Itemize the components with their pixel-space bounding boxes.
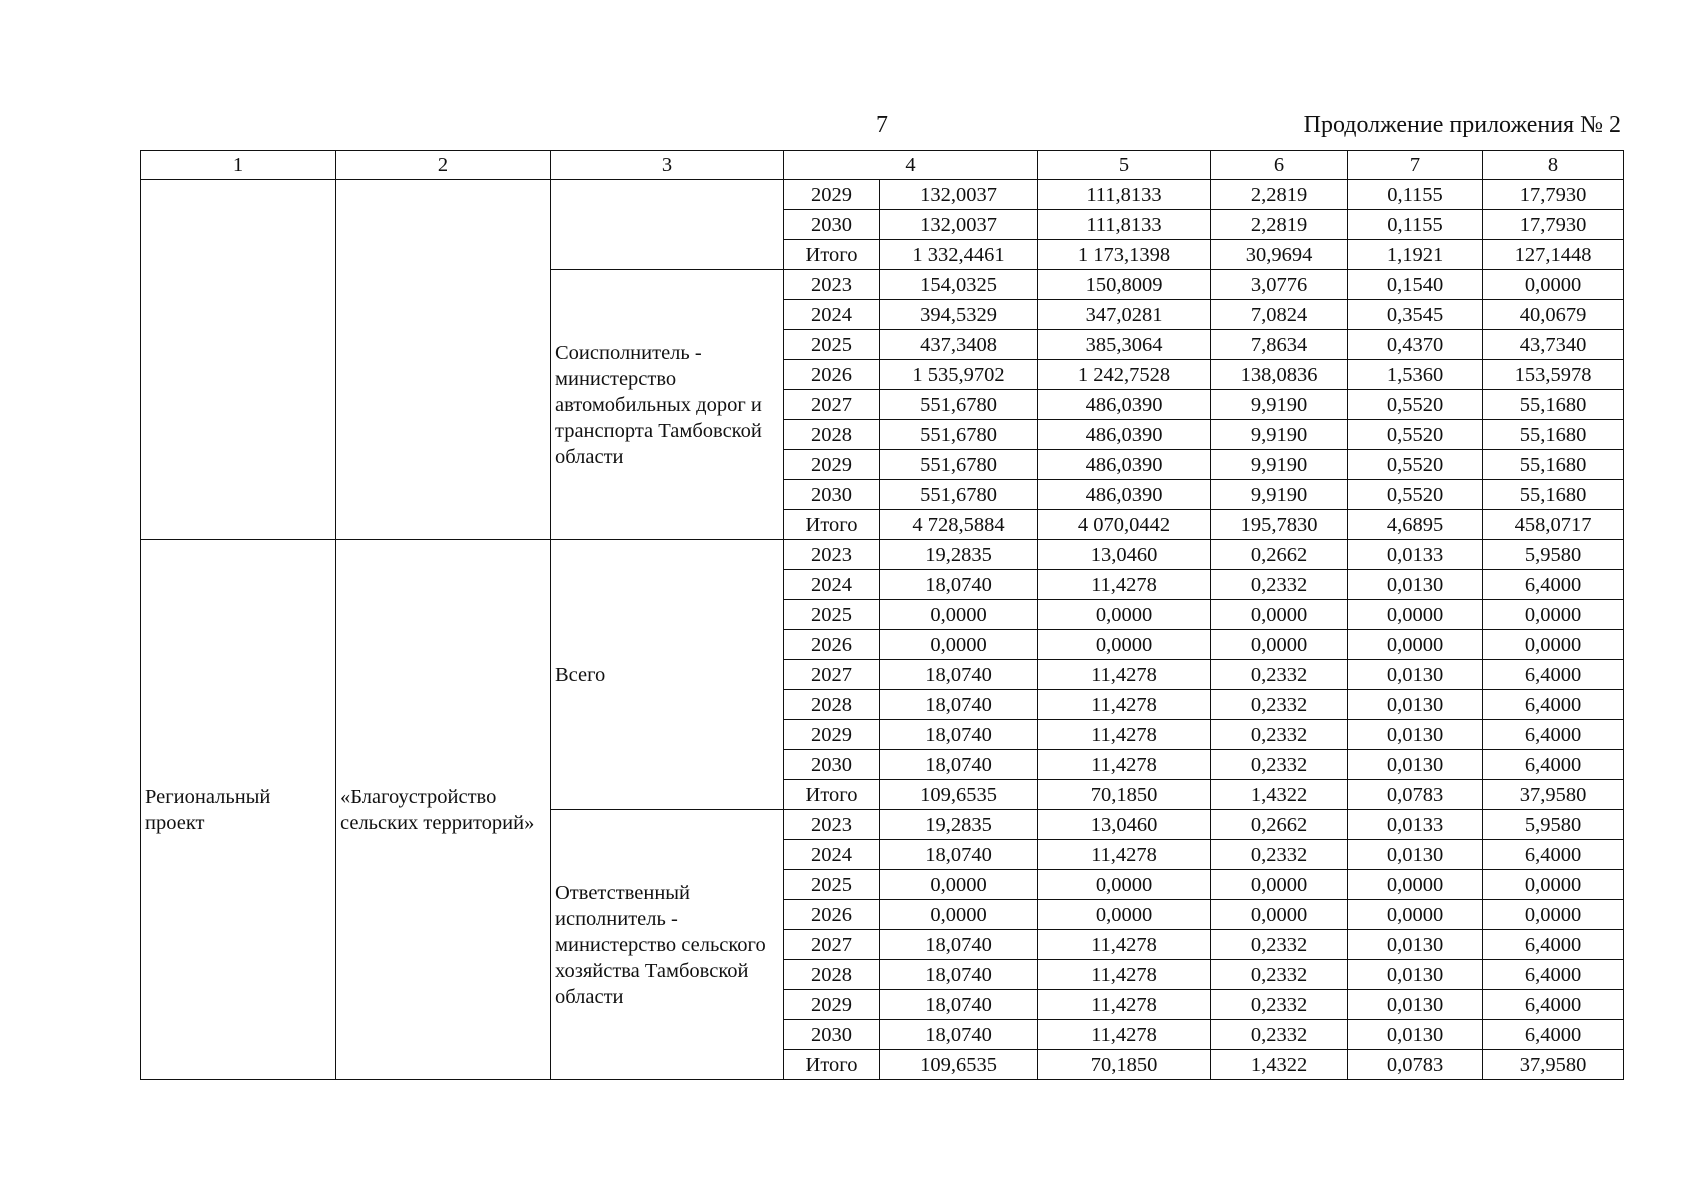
value-cell-col5: 111,8133	[1038, 180, 1211, 210]
column-number: 5	[1038, 151, 1211, 180]
year-cell: 2024	[784, 300, 880, 330]
value-cell-col4: 18,0740	[880, 930, 1038, 960]
value-cell-col6: 9,9190	[1211, 450, 1348, 480]
value-cell-col7: 0,0130	[1348, 750, 1483, 780]
year-cell: 2029	[784, 450, 880, 480]
value-cell-col7: 0,1155	[1348, 180, 1483, 210]
value-cell-col5: 11,4278	[1038, 750, 1211, 780]
value-cell-col6: 7,8634	[1211, 330, 1348, 360]
value-cell-col4: 4 728,5884	[880, 510, 1038, 540]
value-cell-col8: 6,4000	[1483, 750, 1624, 780]
value-cell-col7: 0,0130	[1348, 690, 1483, 720]
column-number: 3	[551, 151, 784, 180]
year-cell: 2028	[784, 960, 880, 990]
value-cell-col4: 0,0000	[880, 900, 1038, 930]
value-cell-col8: 43,7340	[1483, 330, 1624, 360]
value-cell-col6: 30,9694	[1211, 240, 1348, 270]
value-cell-col5: 0,0000	[1038, 870, 1211, 900]
value-cell-col7: 4,6895	[1348, 510, 1483, 540]
value-cell-col4: 18,0740	[880, 840, 1038, 870]
value-cell-col5: 11,4278	[1038, 960, 1211, 990]
value-cell-col7: 0,0130	[1348, 660, 1483, 690]
value-cell-col7: 0,0130	[1348, 570, 1483, 600]
value-cell-col5: 11,4278	[1038, 660, 1211, 690]
value-cell-col4: 18,0740	[880, 960, 1038, 990]
value-cell-col6: 3,0776	[1211, 270, 1348, 300]
value-cell-col5: 1 173,1398	[1038, 240, 1211, 270]
value-cell-col8: 6,4000	[1483, 960, 1624, 990]
value-cell-col6: 195,7830	[1211, 510, 1348, 540]
year-cell: 2028	[784, 420, 880, 450]
value-cell-col6: 0,2332	[1211, 750, 1348, 780]
value-cell-col7: 1,5360	[1348, 360, 1483, 390]
value-cell-col7: 0,0130	[1348, 1020, 1483, 1050]
value-cell-col5: 1 242,7528	[1038, 360, 1211, 390]
value-cell-col8: 55,1680	[1483, 480, 1624, 510]
program-name-cell	[336, 180, 551, 540]
value-cell-col7: 0,5520	[1348, 390, 1483, 420]
year-cell: 2023	[784, 810, 880, 840]
value-cell-col7: 1,1921	[1348, 240, 1483, 270]
value-cell-col4: 19,2835	[880, 540, 1038, 570]
year-cell: 2027	[784, 930, 880, 960]
value-cell-col7: 0,0783	[1348, 1050, 1483, 1080]
value-cell-col8: 6,4000	[1483, 1020, 1624, 1050]
value-cell-col8: 0,0000	[1483, 900, 1624, 930]
value-cell-col8: 0,0000	[1483, 870, 1624, 900]
value-cell-col4: 551,6780	[880, 450, 1038, 480]
value-cell-col6: 9,9190	[1211, 390, 1348, 420]
value-cell-col7: 0,5520	[1348, 420, 1483, 450]
column-number-row	[141, 151, 1624, 180]
executor-cell	[551, 180, 784, 270]
page-number: 7	[876, 112, 888, 138]
value-cell-col5: 0,0000	[1038, 630, 1211, 660]
value-cell-col8: 55,1680	[1483, 390, 1624, 420]
value-cell-col8: 6,4000	[1483, 840, 1624, 870]
executor-cell: Всего	[551, 540, 784, 810]
value-cell-col6: 2,2819	[1211, 210, 1348, 240]
value-cell-col8: 0,0000	[1483, 630, 1624, 660]
value-cell-col6: 0,0000	[1211, 870, 1348, 900]
year-cell: 2026	[784, 360, 880, 390]
value-cell-col8: 40,0679	[1483, 300, 1624, 330]
column-number: 1	[141, 151, 336, 180]
value-cell-col7: 0,0133	[1348, 540, 1483, 570]
budget-table	[140, 150, 1624, 1080]
value-cell-col4: 109,6535	[880, 780, 1038, 810]
year-cell: 2023	[784, 270, 880, 300]
value-cell-col4: 0,0000	[880, 870, 1038, 900]
value-cell-col7: 0,0130	[1348, 840, 1483, 870]
value-cell-col5: 13,0460	[1038, 810, 1211, 840]
value-cell-col5: 0,0000	[1038, 900, 1211, 930]
value-cell-col6: 7,0824	[1211, 300, 1348, 330]
year-cell: 2023	[784, 540, 880, 570]
value-cell-col6: 0,2332	[1211, 690, 1348, 720]
value-cell-col8: 55,1680	[1483, 420, 1624, 450]
value-cell-col5: 70,1850	[1038, 1050, 1211, 1080]
value-cell-col6: 0,0000	[1211, 630, 1348, 660]
column-number: 6	[1211, 151, 1348, 180]
value-cell-col8: 6,4000	[1483, 660, 1624, 690]
value-cell-col6: 0,2662	[1211, 540, 1348, 570]
year-cell: 2024	[784, 840, 880, 870]
value-cell-col4: 132,0037	[880, 180, 1038, 210]
value-cell-col8: 17,7930	[1483, 210, 1624, 240]
value-cell-col5: 11,4278	[1038, 690, 1211, 720]
value-cell-col6: 0,2332	[1211, 960, 1348, 990]
table-row	[141, 540, 1624, 570]
value-cell-col8: 37,9580	[1483, 1050, 1624, 1080]
value-cell-col6: 0,2332	[1211, 570, 1348, 600]
program-type-cell	[141, 180, 336, 540]
value-cell-col6: 0,2332	[1211, 990, 1348, 1020]
year-cell: Итого	[784, 240, 880, 270]
value-cell-col8: 0,0000	[1483, 600, 1624, 630]
value-cell-col5: 11,4278	[1038, 570, 1211, 600]
executor-cell: Ответственный исполнитель - министерство сельского хозяйства Тамбовской области	[551, 810, 784, 1080]
value-cell-col7: 0,0130	[1348, 990, 1483, 1020]
year-cell: 2027	[784, 390, 880, 420]
value-cell-col7: 0,5520	[1348, 480, 1483, 510]
value-cell-col5: 486,0390	[1038, 390, 1211, 420]
year-cell: 2029	[784, 720, 880, 750]
value-cell-col7: 0,0130	[1348, 930, 1483, 960]
value-cell-col5: 486,0390	[1038, 480, 1211, 510]
year-cell: 2028	[784, 690, 880, 720]
value-cell-col7: 0,1540	[1348, 270, 1483, 300]
value-cell-col4: 18,0740	[880, 570, 1038, 600]
value-cell-col4: 437,3408	[880, 330, 1038, 360]
value-cell-col4: 19,2835	[880, 810, 1038, 840]
value-cell-col5: 11,4278	[1038, 930, 1211, 960]
year-cell: 2030	[784, 1020, 880, 1050]
value-cell-col4: 18,0740	[880, 720, 1038, 750]
value-cell-col4: 109,6535	[880, 1050, 1038, 1080]
year-cell: 2024	[784, 570, 880, 600]
year-cell: 2030	[784, 480, 880, 510]
executor-cell: Соисполнитель - министерство автомобильных дорог и транспорта Тамбовской области	[551, 270, 784, 540]
value-cell-col7: 0,0000	[1348, 600, 1483, 630]
value-cell-col4: 1 332,4461	[880, 240, 1038, 270]
value-cell-col6: 0,2332	[1211, 660, 1348, 690]
value-cell-col5: 150,8009	[1038, 270, 1211, 300]
value-cell-col5: 347,0281	[1038, 300, 1211, 330]
year-cell: 2025	[784, 600, 880, 630]
value-cell-col8: 37,9580	[1483, 780, 1624, 810]
value-cell-col7: 0,0000	[1348, 900, 1483, 930]
value-cell-col8: 6,4000	[1483, 570, 1624, 600]
value-cell-col6: 0,2332	[1211, 840, 1348, 870]
year-cell: Итого	[784, 1050, 880, 1080]
value-cell-col8: 5,9580	[1483, 540, 1624, 570]
continuation-caption: Продолжение приложения № 2	[1303, 112, 1621, 138]
value-cell-col7: 0,0133	[1348, 810, 1483, 840]
year-cell: Итого	[784, 780, 880, 810]
value-cell-col6: 0,2332	[1211, 930, 1348, 960]
value-cell-col6: 0,2332	[1211, 720, 1348, 750]
year-cell: 2030	[784, 750, 880, 780]
value-cell-col7: 0,0130	[1348, 960, 1483, 990]
year-cell: 2025	[784, 870, 880, 900]
value-cell-col6: 0,0000	[1211, 600, 1348, 630]
year-cell: 2030	[784, 210, 880, 240]
value-cell-col6: 1,4322	[1211, 1050, 1348, 1080]
value-cell-col7: 0,1155	[1348, 210, 1483, 240]
value-cell-col4: 154,0325	[880, 270, 1038, 300]
value-cell-col6: 138,0836	[1211, 360, 1348, 390]
value-cell-col4: 18,0740	[880, 1020, 1038, 1050]
value-cell-col4: 18,0740	[880, 990, 1038, 1020]
value-cell-col4: 551,6780	[880, 390, 1038, 420]
value-cell-col5: 486,0390	[1038, 420, 1211, 450]
year-cell: 2027	[784, 660, 880, 690]
value-cell-col8: 127,1448	[1483, 240, 1624, 270]
value-cell-col8: 458,0717	[1483, 510, 1624, 540]
value-cell-col5: 4 070,0442	[1038, 510, 1211, 540]
value-cell-col7: 0,0000	[1348, 630, 1483, 660]
value-cell-col8: 6,4000	[1483, 690, 1624, 720]
value-cell-col4: 0,0000	[880, 630, 1038, 660]
value-cell-col7: 0,4370	[1348, 330, 1483, 360]
table-row	[141, 180, 1624, 210]
value-cell-col4: 18,0740	[880, 660, 1038, 690]
value-cell-col4: 132,0037	[880, 210, 1038, 240]
value-cell-col5: 486,0390	[1038, 450, 1211, 480]
value-cell-col4: 551,6780	[880, 420, 1038, 450]
value-cell-col4: 0,0000	[880, 600, 1038, 630]
value-cell-col8: 0,0000	[1483, 270, 1624, 300]
value-cell-col6: 9,9190	[1211, 480, 1348, 510]
value-cell-col7: 0,0130	[1348, 720, 1483, 750]
value-cell-col6: 2,2819	[1211, 180, 1348, 210]
value-cell-col7: 0,5520	[1348, 450, 1483, 480]
column-number: 4	[784, 151, 1038, 180]
value-cell-col4: 551,6780	[880, 480, 1038, 510]
value-cell-col4: 394,5329	[880, 300, 1038, 330]
program-type-cell: Региональный проект	[141, 540, 336, 1080]
value-cell-col5: 11,4278	[1038, 840, 1211, 870]
value-cell-col6: 9,9190	[1211, 420, 1348, 450]
column-number: 7	[1348, 151, 1483, 180]
value-cell-col8: 5,9580	[1483, 810, 1624, 840]
year-cell: 2029	[784, 180, 880, 210]
year-cell: 2025	[784, 330, 880, 360]
value-cell-col5: 11,4278	[1038, 990, 1211, 1020]
value-cell-col6: 0,2662	[1211, 810, 1348, 840]
value-cell-col8: 6,4000	[1483, 720, 1624, 750]
value-cell-col8: 6,4000	[1483, 990, 1624, 1020]
value-cell-col5: 11,4278	[1038, 1020, 1211, 1050]
value-cell-col5: 11,4278	[1038, 720, 1211, 750]
value-cell-col5: 111,8133	[1038, 210, 1211, 240]
program-name-cell: «Благоустройство сельских территорий»	[336, 540, 551, 1080]
value-cell-col8: 153,5978	[1483, 360, 1624, 390]
value-cell-col6: 0,0000	[1211, 900, 1348, 930]
value-cell-col5: 385,3064	[1038, 330, 1211, 360]
year-cell: Итого	[784, 510, 880, 540]
column-number: 2	[336, 151, 551, 180]
value-cell-col4: 1 535,9702	[880, 360, 1038, 390]
value-cell-col5: 70,1850	[1038, 780, 1211, 810]
value-cell-col6: 1,4322	[1211, 780, 1348, 810]
value-cell-col6: 0,2332	[1211, 1020, 1348, 1050]
value-cell-col4: 18,0740	[880, 750, 1038, 780]
value-cell-col4: 18,0740	[880, 690, 1038, 720]
column-number: 8	[1483, 151, 1624, 180]
value-cell-col7: 0,3545	[1348, 300, 1483, 330]
value-cell-col8: 17,7930	[1483, 180, 1624, 210]
year-cell: 2026	[784, 630, 880, 660]
value-cell-col8: 6,4000	[1483, 930, 1624, 960]
year-cell: 2026	[784, 900, 880, 930]
value-cell-col5: 13,0460	[1038, 540, 1211, 570]
value-cell-col8: 55,1680	[1483, 450, 1624, 480]
year-cell: 2029	[784, 990, 880, 1020]
value-cell-col7: 0,0000	[1348, 870, 1483, 900]
value-cell-col5: 0,0000	[1038, 600, 1211, 630]
value-cell-col7: 0,0783	[1348, 780, 1483, 810]
